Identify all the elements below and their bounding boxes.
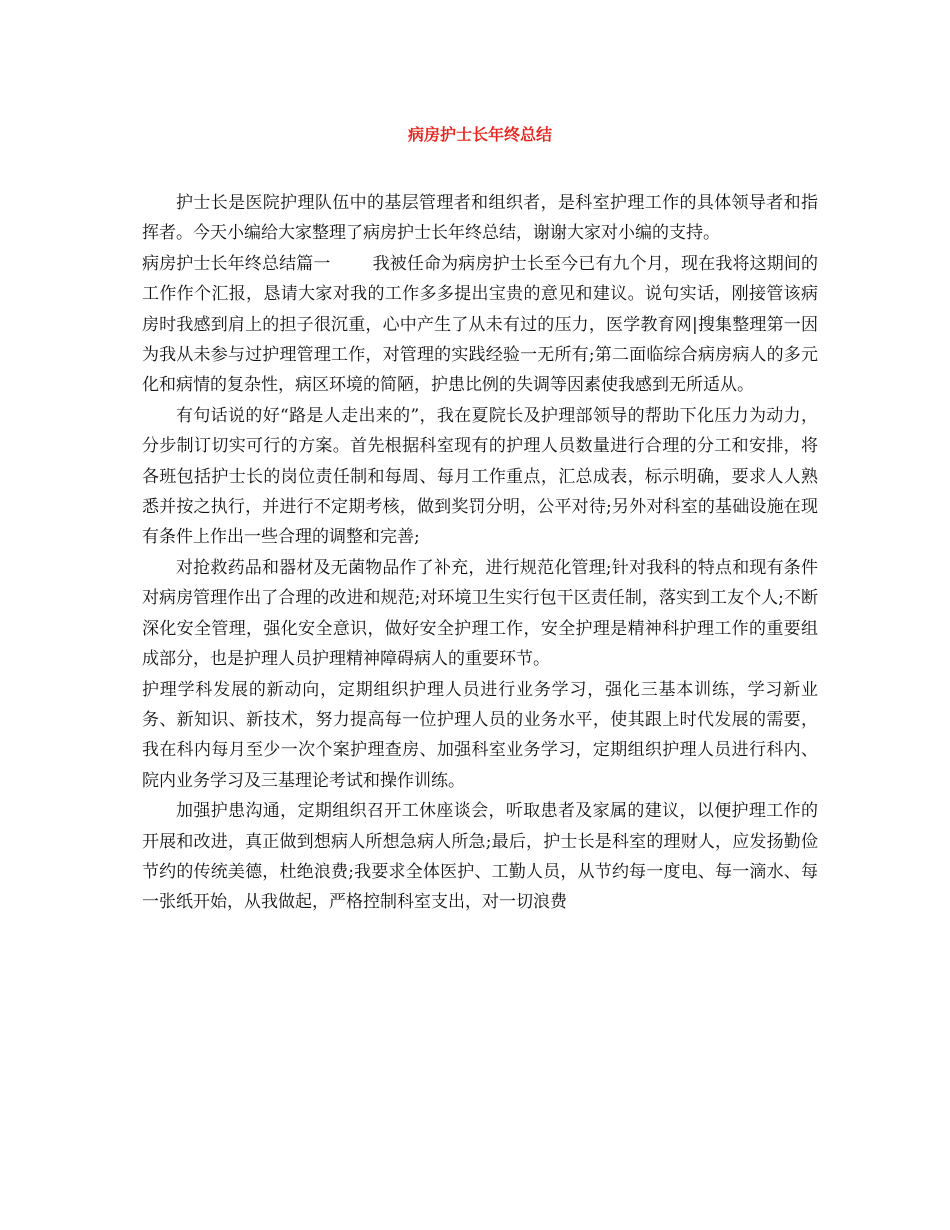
paragraph-plan: 有句话说的好“路是人走出来的”，我在夏院长及护理部领导的帮助下化压力为动力，分步制订切实可行的方案。首先根据科室现有的护理人员数量进行合理的分工和安排，将各班包括护士长的岗位责任制和每周、每月工作重点，汇总成表，标示明确，要求人人熟悉并按之执行，并进行不定期考核，做到奖罚分明，公平对待;另外对科室的基础设施在现有条件上作出一些合理的调整和完善; — [142, 405, 818, 548]
document-title: 病房护士长年终总结 — [407, 125, 552, 144]
paragraph-intro: 护士长是医院护理队伍中的基层管理者和组织者，是科室护理工作的具体领导者和指挥者。今天小编给大家整理了病房护士长年终总结，谢谢大家对小编的支持。 — [142, 193, 818, 244]
document-body — [142, 188, 818, 918]
paragraph-section-one — [142, 249, 818, 401]
paragraph-management: 对抢救药品和器材及无菌物品作了补充，进行规范化管理;针对我科的特点和现有条件对病房管理作出了合理的改进和规范;对环境卫生实行包干区责任制，落实到工友个人;不断深化安全管理，强化安全意识，做好安全护理工作，安全护理是精神科护理工作的重要组成部分，也是护理人员护理精神障碍病人的重要环节。 — [142, 557, 818, 670]
section-one-text: 我被任命为病房护士长至今已有九个月，现在我将这期间的工作作个汇报，恳请大家对我的工作多多提出宝贵的意见和建议。说句实话，刚接管该病房时我感到肩上的担子很沉重，心中产生了从未有过的压力，医学教育网|搜集整理第一因为我从未参与过护理管理工作，对管理的实践经验一无所有;第二面临综合病房病人的多元化和病情的复杂性，病区环境的简陋，护患比例的失调等因素使我感到无所适从。 — [142, 253, 819, 396]
paragraph-training: 护理学科发展的新动向，定期组织护理人员进行业务学习，强化三基本训练，学习新业务、新知识、新技术，努力提高每一位护理人员的业务水平，使其跟上时代发展的需要，我在科内每月至少一次个案护理查房、加强科室业务学习，定期组织护理人员进行科内、院内业务学习及三基理论考试和操作训练。 — [142, 679, 818, 791]
section-heading: 病房护士长年终总结篇一 — [142, 253, 331, 274]
paragraph-communication: 加强护患沟通，定期组织召开工休座谈会，听取患者及家属的建议，以便护理工作的开展和改进，真正做到想病人所想急病人所急;最后，护士长是科室的理财人，应发扬勤俭节约的传统美德，杜绝浪费;我要求全体医护、工勤人员，从节约每一度电、每一滴水、每一张纸开始，从我做起，严格控制科室支出，对一切浪费 — [142, 801, 818, 913]
